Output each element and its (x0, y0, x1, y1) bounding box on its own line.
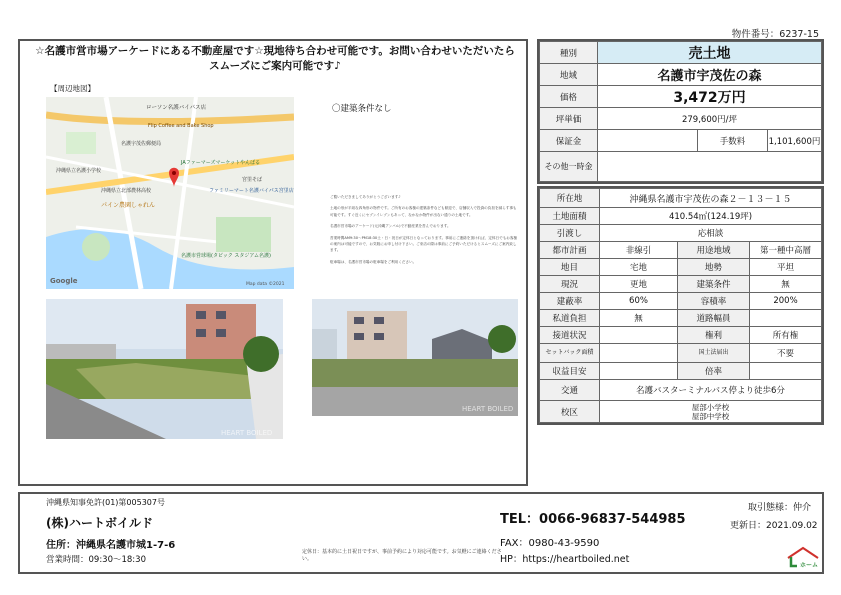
notes-block (330, 194, 520, 270)
area-value: 名護市宇茂佐の森 (598, 64, 822, 86)
site-photo-1 (46, 299, 283, 439)
map-label-elem: 沖縄県立名護小学校 (56, 168, 102, 174)
land-area-label: 土地面積 (540, 208, 600, 225)
map-label-pine: パイン農園しゃれん (101, 202, 156, 209)
rights-value: 所有権 (750, 327, 822, 344)
map-label-ja: JAファーマーズマーケットやんばる (181, 160, 261, 166)
road-width-value (750, 310, 822, 327)
yield-value (600, 363, 678, 380)
map-label: 【周辺地図】 (50, 84, 95, 93)
map-google-logo: Google (50, 277, 78, 285)
unit-price-value: 279,600円/坪 (598, 108, 822, 130)
far-label: 容積率 (678, 293, 750, 310)
deposit-label: 保証金 (540, 130, 598, 152)
price-label: 価格 (540, 86, 598, 108)
multiplier-label: 倍率 (678, 363, 750, 380)
other-label: その他一時金 (540, 152, 598, 182)
business-hours: 営業時間：09:30〜18:30 (46, 555, 146, 565)
yield-label: 収益目安 (540, 363, 600, 380)
road-status-value (600, 327, 678, 344)
details-table-box (537, 186, 824, 425)
homepage-link[interactable]: HP：https://heartboiled.net (500, 554, 630, 565)
zone-label: 用途地域 (678, 242, 750, 259)
road-width-label: 道路幅員 (678, 310, 750, 327)
status-label: 現況 (540, 276, 600, 293)
school-elementary: 屋部小学校 (691, 402, 730, 412)
fee-value: 1,101,600円 (768, 130, 822, 152)
multiplier-value (750, 363, 822, 380)
area-map (46, 97, 294, 289)
coverage-label: 建蔽率 (540, 293, 600, 310)
property-number: 物件番号：6237-15 (731, 29, 819, 40)
note-line: 名護市営市場のアーケード(元沖縄アンバル)で不動産業を営んでおります。 (330, 224, 451, 229)
handover-value: 応相談 (600, 225, 822, 242)
map-label-post: 名護宇茂佐郵便局 (121, 141, 162, 147)
terrain-value: 平坦 (750, 259, 822, 276)
license-number: 沖縄県知事免許(01)第005307号 (46, 498, 165, 507)
fax-number: FAX：0980-43-9590 (500, 538, 600, 549)
deposit-value (598, 130, 698, 152)
terrain-label: 地勢 (678, 259, 750, 276)
city-plan-value: 非線引 (600, 242, 678, 259)
map-label-park: 名護市営球場(タピック スタジアム名護) (181, 253, 271, 259)
transaction-type: 取引態様：仲介 (748, 503, 812, 513)
transport-value: 名護バスターミナルバス停より徒歩6分 (600, 380, 822, 401)
far-value: 200% (750, 293, 822, 310)
price-value: 3,472万円 (598, 86, 822, 108)
phone-number[interactable]: TEL：0066-96837-544985 (500, 512, 686, 527)
type-label: 種別 (540, 42, 598, 64)
setback-label: セットバック面積 (540, 344, 600, 363)
land-category-label: 地目 (540, 259, 600, 276)
road-status-label: 接道状況 (540, 327, 600, 344)
note-line: 土地の形が平坦な四角形の物件です。ご所有のお客様の建築条件なども歓迎で、店舗収入で投資の負担を減らす事も可能です。すぐ近くにセブンイレブンもあって、なかなか物件が出ない通りの土地です。 (330, 206, 517, 217)
area-label: 地域 (540, 64, 598, 86)
note-line: 営業時間AM9:30〜PM18:30土・日・祝日が定休日となっております。事前にご連絡を頂ければ、定休日でもお客様の案内は可能ですので、お気軽にお申し付け下さい。ご来店の際は事前にご予約いただけるとスムーズにご案内致します。 (330, 235, 518, 253)
map-label-lawson: ローソン名護バイパス店 (146, 105, 207, 111)
note-line: ご覧いただきましてありがとうございます♪ (330, 195, 401, 199)
photo-watermark: HEART BOILED (462, 405, 514, 413)
map-svg (46, 97, 294, 289)
map-label-flip: Flip Coffee and Bake Shop (148, 123, 214, 129)
transport-label: 交通 (540, 380, 600, 401)
main-panel (18, 39, 528, 486)
photo-watermark: HEART BOILED (221, 429, 273, 437)
private-road-label: 私道負担 (540, 310, 600, 327)
build-cond-value: 無 (750, 276, 822, 293)
summary-table (539, 41, 822, 182)
map-label-sobaya: 宮里そば (242, 177, 263, 183)
fee-label: 手数料 (698, 130, 768, 152)
other-value (598, 152, 822, 182)
company-logo (784, 546, 822, 570)
details-table (539, 188, 822, 423)
handover-label: 引渡し (540, 225, 600, 242)
land-category-value: 宅地 (600, 259, 678, 276)
type-value: 売土地 (598, 42, 822, 64)
note-line: 駐車場は、名護市営市場の駐車場をご利用ください。 (330, 259, 417, 264)
zone-value: 第一種中高層 (750, 242, 822, 259)
city-plan-label: 都市計画 (540, 242, 600, 259)
map-label-school: 沖縄県立北部農林高校 (101, 188, 152, 194)
headline: ☆名護市営市場アーケードにある不動産屋です☆現地待ち合わせ可能です。お問い合わせいただいたらスムーズにご案内可能です♪ (35, 45, 515, 72)
national-land-label: 国土法届出 (678, 344, 750, 363)
company-name: (株)ハートボイルド (46, 516, 153, 530)
coverage-value: 60% (600, 293, 678, 310)
build-cond-label: 建築条件 (678, 276, 750, 293)
school-junior: 屋部中学校 (691, 411, 730, 421)
map-label-family: ファミリーマート名護バイパス宮里店 (209, 188, 294, 194)
status-value: 更地 (600, 276, 678, 293)
footer (18, 492, 824, 574)
logo-text: ホーム (800, 562, 819, 569)
national-land-value: 不要 (750, 344, 822, 363)
updated-date: 更新日：2021.09.02 (730, 521, 818, 531)
holiday-note: 定休日：基本的に土日祝日ですが、事前予約により対応可能です。お気軽にご連絡ください。 (302, 549, 502, 562)
company-address: 住所：沖縄県名護市城1-7-6 (46, 540, 176, 551)
land-area-value: 410.54㎡(124.19坪) (600, 208, 822, 225)
setback-value (600, 344, 678, 363)
location-value: 沖縄県名護市宇茂佐の森２－１３－１５ (600, 189, 822, 208)
site-photo-2 (312, 299, 518, 416)
summary-table-box (537, 39, 824, 184)
school-label: 校区 (540, 401, 600, 423)
rights-label: 権利 (678, 327, 750, 344)
house-logo-icon (784, 546, 822, 570)
map-data-credit: Map data ©2021 (246, 282, 285, 287)
unit-price-label: 坪単価 (540, 108, 598, 130)
location-label: 所在地 (540, 189, 600, 208)
building-condition: 〇建築条件なし (332, 104, 392, 114)
private-road-value: 無 (600, 310, 678, 327)
